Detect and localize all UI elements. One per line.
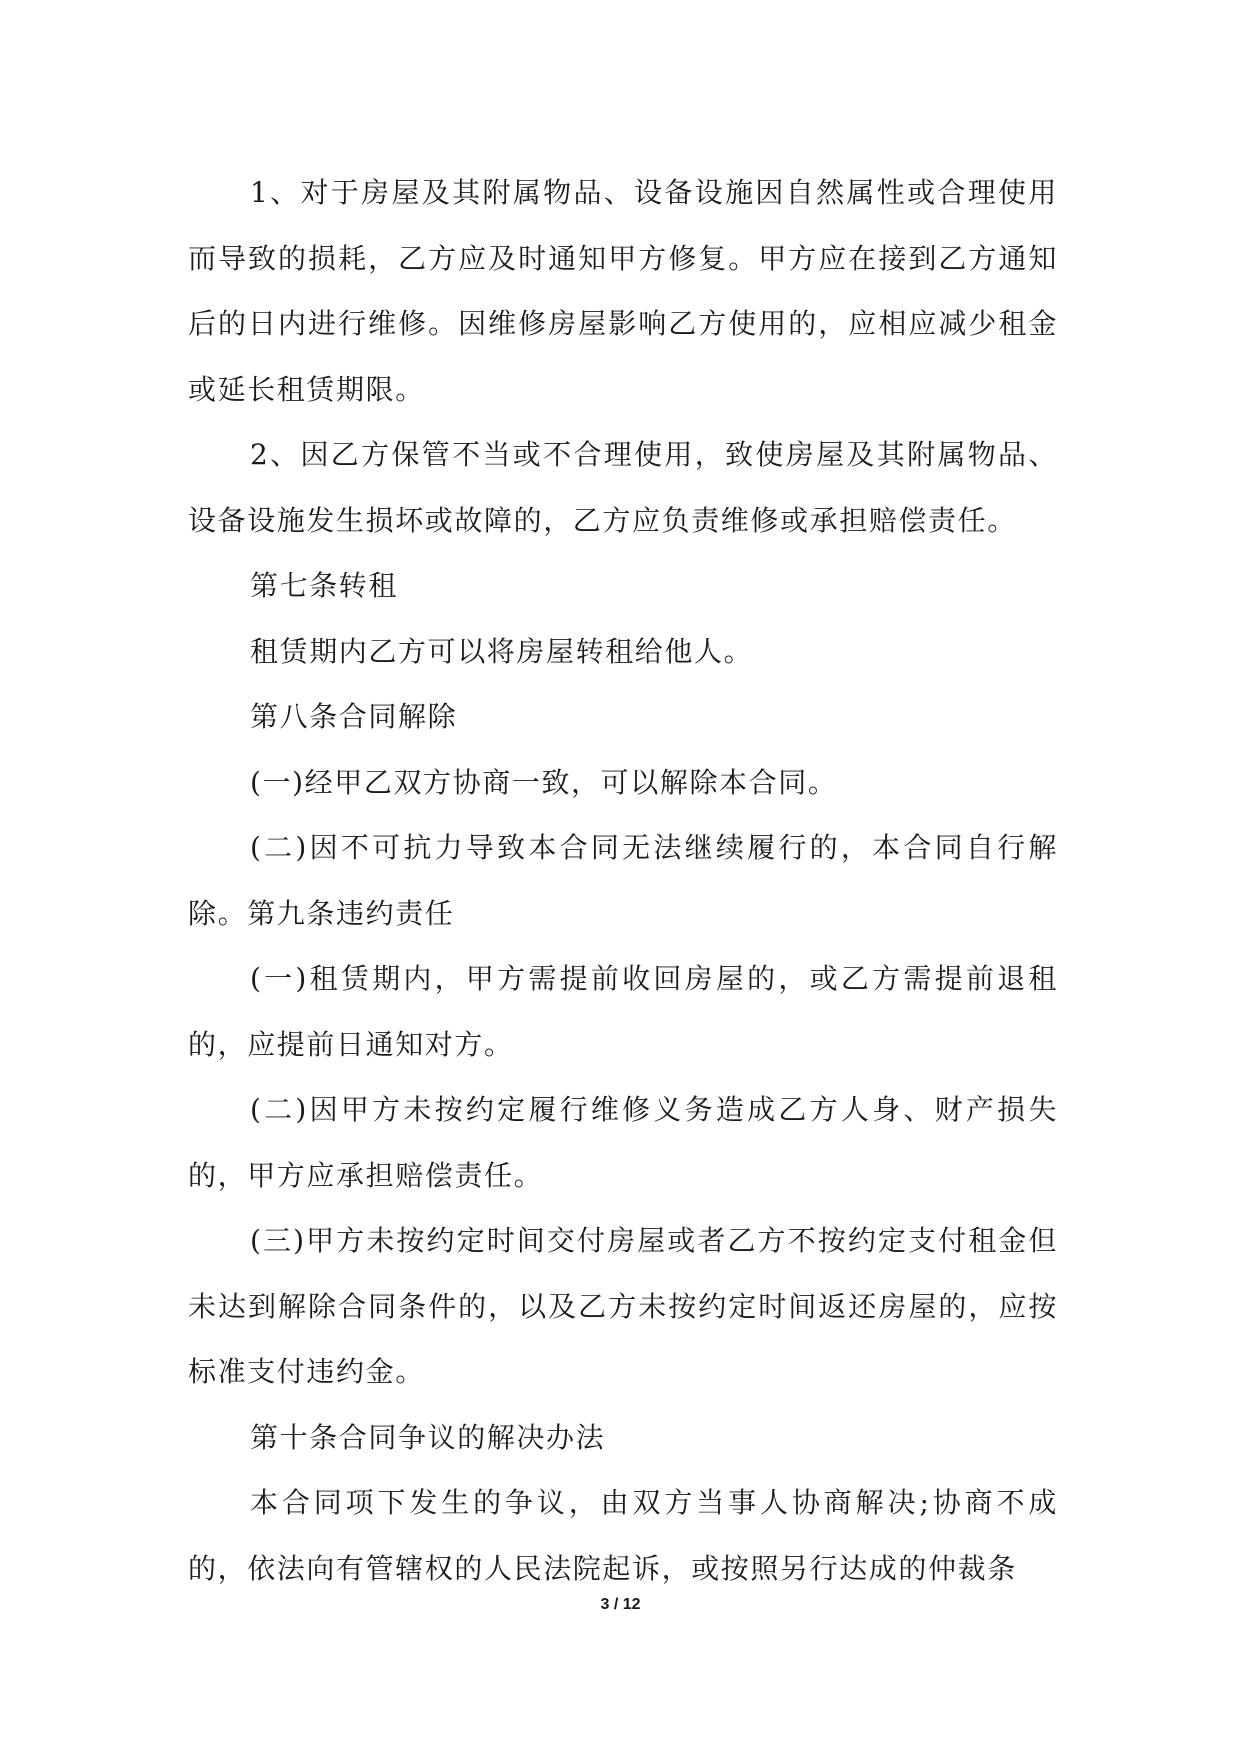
paragraph: (一)经甲乙双方协商一致，可以解除本合同。: [250, 765, 838, 799]
document-body: [188, 160, 1058, 1601]
section-heading: 第八条合同解除: [250, 700, 458, 733]
page-number: 3 / 12: [600, 1596, 641, 1613]
paragraph: (一)租赁期内，甲方需提前收回房屋的，或乙方需提前退租的，应提前日通知对方。: [188, 962, 1058, 1061]
paragraph: (三)甲方未按约定时间交付房屋或者乙方不按约定支付租金但未达到解除合同条件的，以及乙方未按约定时间返还房屋的，应按标准支付违约金。: [188, 1224, 1058, 1388]
paragraph: 1、对于房屋及其附属物品、设备设施因自然属性或合理使用而导致的损耗，乙方应及时通知甲方修复。甲方应在接到乙方通知后的日内进行维修。因维修房屋影响乙方使用的，应相应减少租金或延长租赁期限。: [188, 176, 1058, 406]
paragraph: 2、因乙方保管不当或不合理使用，致使房屋及其附属物品、设备设施发生损坏或故障的，乙方应负责维修或承担赔偿责任。: [188, 438, 1058, 537]
section-heading: 第十条合同争议的解决办法: [250, 1420, 606, 1454]
section-heading: 第七条转租: [250, 569, 399, 602]
paragraph: (二)因不可抗力导致本合同无法继续履行的，本合同自行解除。第九条违约责任: [188, 831, 1058, 930]
paragraph: 租赁期内乙方可以将房屋转租给他人。: [250, 634, 754, 668]
paragraph: (二)因甲方未按约定履行维修义务造成乙方人身、财产损失的，甲方应承担赔偿责任。: [188, 1093, 1058, 1192]
paragraph: 本合同项下发生的争议，由双方当事人协商解决;协商不成的，依法向有管辖权的人民法院起诉，或按照另行达成的仲裁条: [188, 1486, 1058, 1585]
